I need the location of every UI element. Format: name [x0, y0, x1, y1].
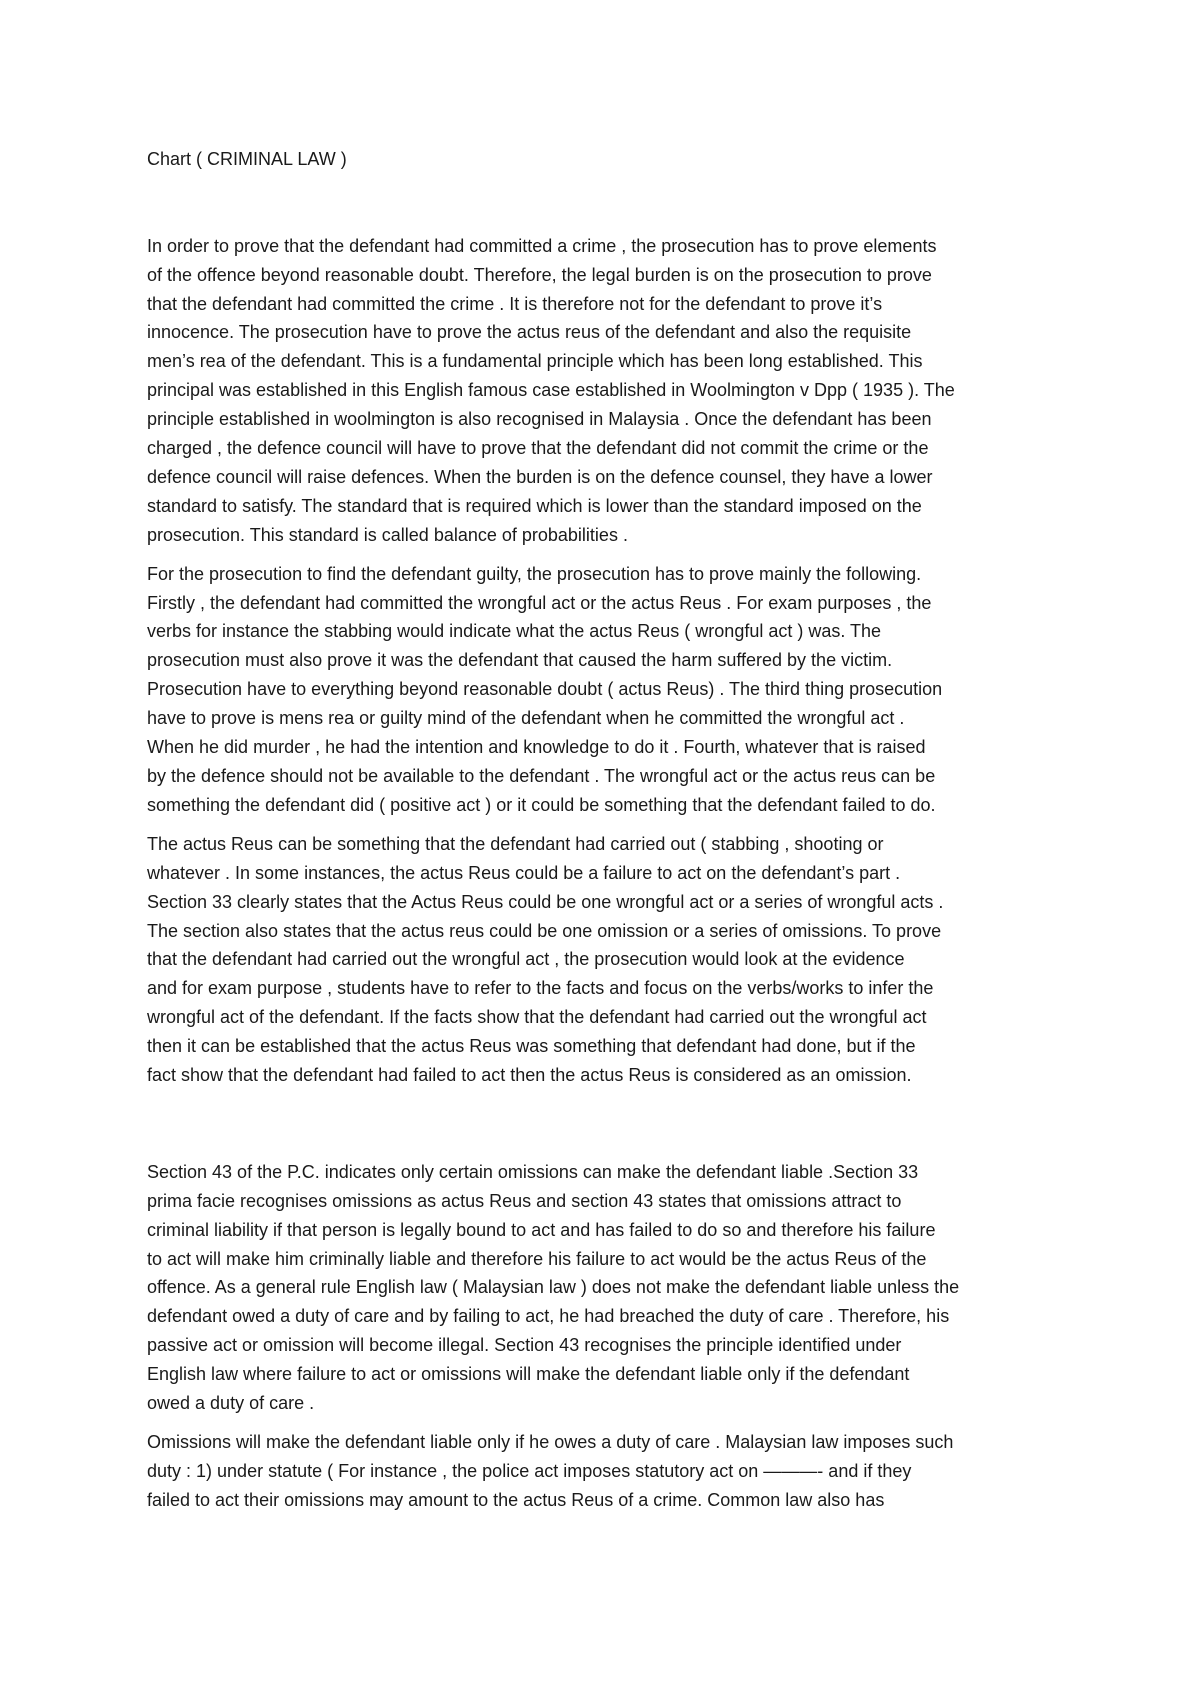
text-line: innocence. The prosecution have to prove the actus reus of the defendant and also the requisite: [147, 322, 912, 343]
text-line: prosecution must also prove it was the defendant that caused the harm suffered by the victim.: [147, 650, 893, 671]
text-line: Omissions will make the defendant liable only if he owes a duty of care . Malaysian law imposes such: [147, 1431, 954, 1452]
text-line: failed to act their omissions may amount to the actus Reus of a crime. Common law also has: [147, 1489, 885, 1510]
text-line: standard to satisfy. The standard that is required which is lower than the standard imposed on the: [147, 495, 922, 516]
text-line: English law where failure to act or omissions will make the defendant liable only if the defendant: [147, 1364, 910, 1385]
text-line: men’s rea of the defendant. This is a fundamental principle which has been long established. This: [147, 351, 923, 372]
text-line: criminal liability if that person is legally bound to act and has failed to do so and therefore his failure: [147, 1219, 936, 1240]
text-line: something the defendant did ( positive act ) or it could be something that the defendant failed to do.: [147, 794, 936, 815]
text-line: and for exam purpose , students have to refer to the facts and focus on the verbs/works to infer the: [147, 978, 934, 999]
text-line: owed a duty of care .: [147, 1393, 315, 1414]
text-line: then it can be established that the actus Reus was something that defendant had done, but if the: [147, 1036, 916, 1057]
text-line: defence council will raise defences. When the burden is on the defence counsel, they have a lower: [147, 466, 933, 487]
paragraph: [147, 1428, 1072, 1515]
text-line: duty : 1) under statute ( For instance , the police act imposes statutory act on ———- and if they: [147, 1460, 912, 1481]
text-line: offence. As a general rule English law ( Malaysian law ) does not make the defendant liable unless the: [147, 1277, 960, 1298]
text-line: Prosecution have to everything beyond reasonable doubt ( actus Reus) . The third thing prosecution: [147, 679, 943, 700]
text-line: that the defendant had committed the crime . It is therefore not for the defendant to prove it’s: [147, 293, 883, 314]
text-line: Section 43 of the P.C. indicates only certain omissions can make the defendant liable .Section 33: [147, 1161, 919, 1182]
text-line: prima facie recognises omissions as actus Reus and section 43 states that omissions attract to: [147, 1190, 902, 1211]
text-line: passive act or omission will become illegal. Section 43 recognises the principle identified under: [147, 1335, 902, 1356]
text-line: fact show that the defendant had failed to act then the actus Reus is considered as an omission.: [147, 1065, 912, 1086]
paragraph: [147, 232, 1072, 550]
text-line: For the prosecution to find the defendant guilty, the prosecution has to prove mainly the following.: [147, 563, 922, 584]
paragraph: [147, 1158, 1072, 1418]
text-line: to act will make him criminally liable and therefore his failure to act would be the actus Reus of the: [147, 1248, 927, 1269]
text-line: verbs for instance the stabbing would indicate what the actus Reus ( wrongful act ) was. The: [147, 621, 882, 642]
text-line: by the defence should not be available to the defendant . The wrongful act or the actus reus can be: [147, 766, 936, 787]
paragraph: [147, 830, 1072, 1090]
text-line: In order to prove that the defendant had committed a crime , the prosecution has to prove elements: [147, 235, 937, 256]
text-line: When he did murder , he had the intention and knowledge to do it . Fourth, whatever that is raised: [147, 737, 926, 758]
text-line: The section also states that the actus reus could be one omission or a series of omissions. To prove: [147, 920, 942, 941]
text-line: Firstly , the defendant had committed the wrongful act or the actus Reus . For exam purposes , the: [147, 592, 932, 613]
paragraph: [147, 560, 1072, 820]
text-line: whatever . In some instances, the actus Reus could be a failure to act on the defendant’s part .: [147, 862, 901, 883]
document-body: [147, 145, 1072, 1515]
text-line: have to prove is mens rea or guilty mind of the defendant when he committed the wrongful act .: [147, 708, 905, 729]
text-line: principle established in woolmington is also recognised in Malaysia . Once the defendant has been: [147, 409, 932, 430]
text-line: principal was established in this English famous case established in Woolmington v Dpp ( 1935 ). The: [147, 380, 955, 401]
text-line: Section 33 clearly states that the Actus Reus could be one wrongful act or a series of wrongful acts .: [147, 891, 944, 912]
text-line: of the offence beyond reasonable doubt. Therefore, the legal burden is on the prosecution to prove: [147, 264, 932, 285]
text-line: wrongful act of the defendant. If the facts show that the defendant had carried out the wrongful act: [147, 1007, 927, 1028]
text-line: The actus Reus can be something that the defendant had carried out ( stabbing , shooting or: [147, 833, 884, 854]
text-line: that the defendant had carried out the wrongful act , the prosecution would look at the evidence: [147, 949, 905, 970]
text-line: prosecution. This standard is called balance of probabilities .: [147, 524, 628, 545]
document-title: Chart ( CRIMINAL LAW ): [147, 149, 347, 169]
text-line: charged , the defence council will have to prove that the defendant did not commit the crime or the: [147, 438, 929, 459]
text-line: defendant owed a duty of care and by failing to act, he had breached the duty of care . Therefore, his: [147, 1306, 950, 1327]
